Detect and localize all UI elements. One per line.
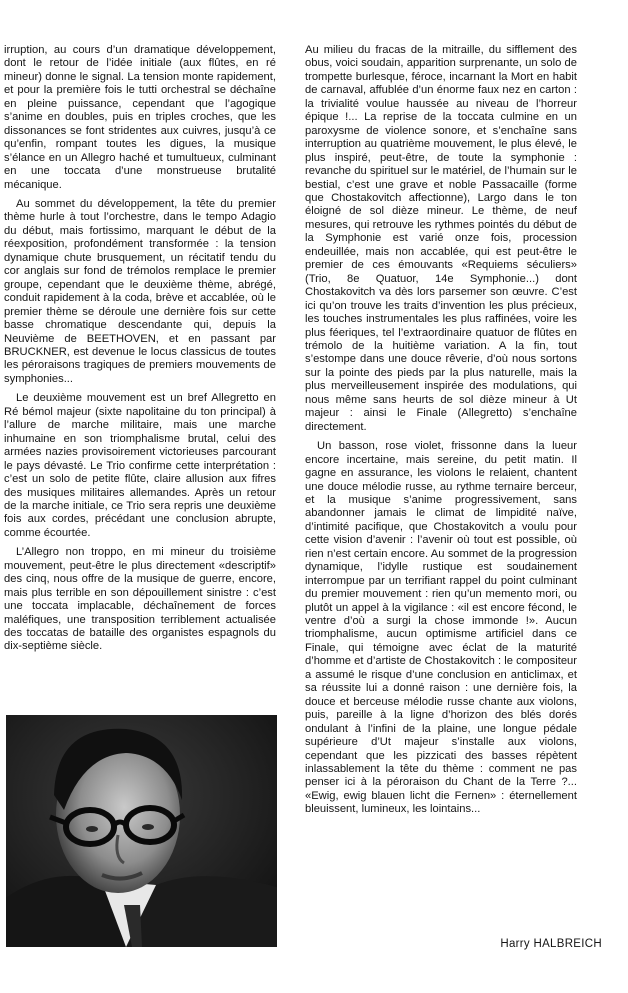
paragraph: Au milieu du fracas de la mitraille, du sifflement des obus, voici soudain, apparition surprenante, un solo de trompette burlesque, féroce, incarnant la Mort en habit de carnaval, affublée d’un énorme faux nez en carton : la trivialité voulue haussée au niveau de l’horreur épique !... La reprise de la toccata culmine en un paroxysme de violence sonore, et s’enchaîne sans interruption au quatrième mouvement, le plus élevé, le plus inspiré, peut-être, de toute la symphonie : revanche du spirituel sur le matériel, de l’humain sur le bestial, c’est une grave et noble Passacaille (forme que Chostakovitch affectionne), Largo dans le ton éloigné de sol dièze mineur. Le thème, de neuf mesures, qui retrouve les rythmes pointés du début de la Symphonie est varié onze fois, procession endeuillée, mais non accablée, qui est peut-être le premier de ces émouvants «Requiems séculiers» (Trio, 8e Quatuor, 14e Symphonie...) dont Chostakovitch va dès lors parsemer son œuvre. C’est ici qu’on trouve les traits d’invention les plus précieux, les touches instrumentales les plus raffinées, voire les plus féeriques, tel l’extraordinaire quatuor de flûtes en trémolo de la huitième variation. A la fin, tout s’estompe dans une douce rêverie, d’où nous sortons sur la pointe des pieds par la plus naturelle, mais la plus merveilleusement inspirée des modulations, qui nous même sans heurts de sol dièze mineur à Ut majeur : ainsi le Finale (Allegretto) s’enchaîne directement. bbox=[305, 44, 577, 433]
author-signature: Harry HALBREICH bbox=[500, 938, 602, 950]
paragraph: Au sommet du développement, la tête du premier thème hurle à tout l’orchestre, dans le tempo Adagio du début, mais fortissimo, marquant le début de la réexposition, profondément transformée : la tension dynamique chute brusquement, un récitatif tendu du cor anglais sur fond de trémolos remplace le premier groupe, cependant que le deuxième thème, abrégé, conduit rapidement à la coda, brève et accablée, où le premier thème se déroule une dernière fois sur cette basse chromatique descendante qui, depuis la Neuvième de BEETHOVEN, et en passant par BRUCKNER, est devenue le locus classicus de toutes les péroraisons tragiques de premiers mouvements de symphonies... bbox=[4, 197, 276, 385]
right-text-column bbox=[305, 44, 577, 823]
paragraph: Le deuxième mouvement est un bref Allegretto en Ré bémol majeur (sixte napolitaine du ton principal) à l’allure de marche militaire, mais une marche inhumaine en son triomphalisme brutal, celui des armées nazies provisoirement victorieuses parcourant le pays dévasté. Le Trio confirme cette interprétation : c’est un solo de petite flûte, claire allusion aux fifres des musiques militaires allemandes. Après un retour de la marche initiale, ce Trio sera repris une deuxième fois aux cordes, précédant une conclusion abrupte, comme écourtée. bbox=[4, 392, 276, 539]
paragraph: L’Allegro non troppo, en mi mineur du troisième mouvement, peut-être le plus directement «descriptif» des cinq, nous offre de la musique de guerre, encore, mais plus terrible en son dépouillement sinistre : c’est une toccata implacable, déchaînement de forces maléfiques, une transposition terriblement actualisée des toccatas de bataille des organistes espagnols du dix-septième siècle. bbox=[4, 546, 276, 653]
portrait-image bbox=[6, 715, 277, 947]
left-text-column bbox=[4, 44, 276, 660]
portrait-photo bbox=[6, 715, 277, 947]
paragraph: Un basson, rose violet, frissonne dans la lueur encore incertaine, mais sereine, du petit matin. Il gagne en assurance, les violons le relaient, chantent une douce mélodie russe, au rythme ternaire berceur, et la musique s’anime progressivement, sans abandonner jamais le climat de limpidité naïve, d’intimité pacifique, que Chostakovitch a voulu pour cette vision d’avenir : l’avenir où tout est possible, où rien n’est certain encore. Au sommet de la progression dynamique, l’idylle rustique est soudainement interrompue par un terrifiant rappel du point culminant du premier mouvement : rien qu’un memento mori, ou plutôt un appel à la vigilance : «il est encore fécond, le ventre d’où a surgi la chose immonde !». Aucun triomphalisme, aucun optimisme artificiel dans ce Finale, qui témoigne avec éclat de la maturité d’homme et d’artiste de Chostakovitch : le compositeur a assumé le risque d’une conclusion en anticlimax, et sa réussite lui a donné raison : une dernière fois, la douce et berceuse mélodie russe chante aux violons, puis, pareille à la ligne d’horizon des blés dorés ondulant à l’infini de la plaine, une longue pédale supérieure d’Ut majeur s’installe aux violons, cependant que les pizzicati des basses répètent inlassablement la tête du thème : comment ne pas penser ici à la péroraison du Chant de la Terre ?... «Ewig, ewig blauen licht die Fernen» : éternellement bleuissent, lumineux, les lointains... bbox=[305, 440, 577, 816]
paragraph: irruption, au cours d’un dramatique développement, dont le retour de l’idée initiale (aux flûtes, en ré mineur) donne le signal. La tension monte rapidement, et pour la première fois le tutti orchestral se déchaîne en pleine puissance, cependant que l’agogique s’anime en doubles, puis en triples croches, que les dissonances se font stridentes aux cuivres, jusqu’à ce qu’enfin, rompant toutes les digues, la musique s’élance en un Allegro haché et tumultueux, culminant en une toccata d’une monstrueuse brutalité mécanique. bbox=[4, 44, 276, 191]
